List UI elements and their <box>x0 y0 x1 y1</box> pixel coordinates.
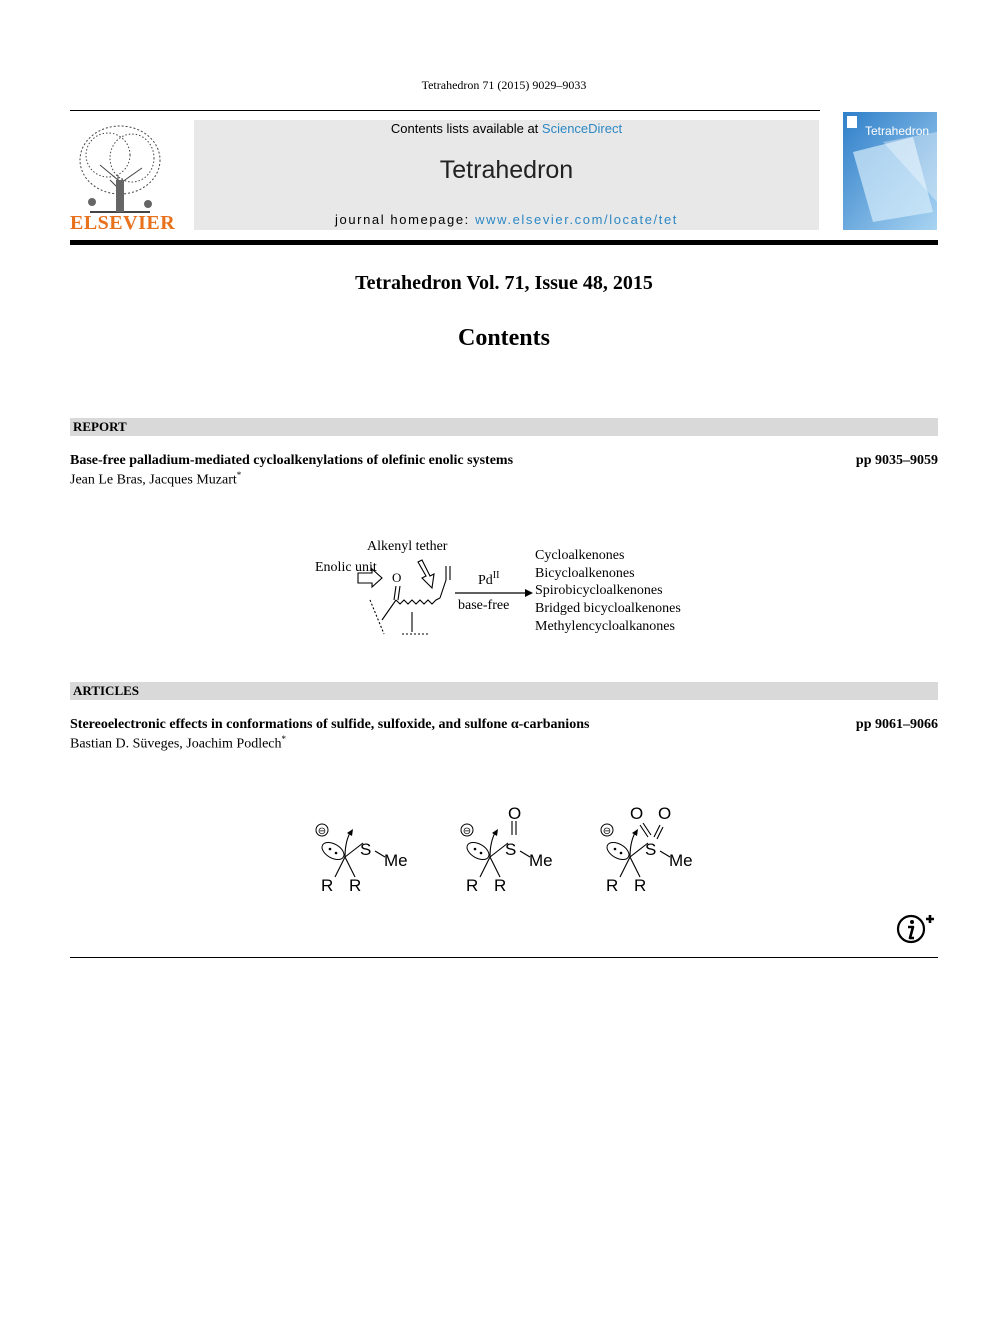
running-header: Tetrahedron 71 (2015) 9029–9033 <box>421 78 587 92</box>
r-label: R <box>494 876 507 895</box>
reagent-label: $Pd^{II}$ <box>478 570 500 588</box>
section-bar-articles <box>70 682 938 700</box>
article-title[interactable]: Stereoelectronic effects in conformations of sulfide, sulfoxide, and sulfone α-carbanions <box>70 717 590 732</box>
r-label: R <box>606 876 619 895</box>
availability-line <box>194 121 819 136</box>
r-label: R <box>321 876 334 895</box>
homepage-prefix: journal homepage: <box>335 212 476 227</box>
reaction-arrowhead <box>525 589 533 597</box>
journal-name: Tetrahedron <box>439 156 574 184</box>
r-label: R <box>634 876 647 895</box>
masthead-rule <box>70 240 938 245</box>
article-title[interactable]: Base-free palladium-mediated cycloalkenylations of olefinic enolic systems <box>70 453 514 468</box>
footer-rule <box>70 957 938 958</box>
article-pages: pp 9061–9066 <box>855 717 938 732</box>
r-label: R <box>466 876 479 895</box>
elsevier-wordmark: ELSEVIER <box>70 212 176 234</box>
structure-sulfide <box>316 824 408 895</box>
journal-cover-thumbnail[interactable] <box>843 112 937 230</box>
cover-title: Tetrahedron <box>865 124 930 138</box>
oxygen-label: O <box>658 804 672 823</box>
methyl-label: Me <box>529 851 553 870</box>
article-authors <box>70 470 241 489</box>
product-item: Bicycloalkenones <box>535 566 635 581</box>
sulfur-label: S <box>360 840 372 859</box>
r-label: R <box>349 876 362 895</box>
methyl-label: Me <box>669 851 693 870</box>
charge-symbol: ⊖ <box>602 826 612 837</box>
oxygen-label: O <box>630 804 644 823</box>
condition-label: base-free <box>458 598 510 613</box>
label-enolic-unit: Enolic unit <box>315 560 377 575</box>
product-item: Cycloalkenones <box>535 548 625 563</box>
info-plus-icon[interactable] <box>895 912 939 944</box>
label-oxygen: O <box>392 570 402 585</box>
availability-prefix: Contents lists available at <box>390 121 542 136</box>
section-heading: REPORT <box>73 419 127 434</box>
journal-masthead <box>194 120 819 230</box>
homepage-link[interactable]: www.elsevier.com/locate/tet <box>475 212 678 227</box>
article-authors <box>70 734 286 753</box>
label-alkenyl-tether: Alkenyl tether <box>367 539 448 554</box>
charge-symbol: ⊖ <box>317 826 327 837</box>
oxygen-label: O <box>508 804 522 823</box>
corresponding-mark[interactable]: * <box>236 470 242 480</box>
corresponding-mark[interactable]: * <box>281 734 287 744</box>
sulfur-label: S <box>645 840 657 859</box>
charge-symbol: ⊖ <box>462 826 472 837</box>
structure-sulfoxide <box>461 804 553 895</box>
graphical-abstract-articles <box>305 805 705 900</box>
sulfur-label: S <box>505 840 517 859</box>
homepage-line <box>194 212 819 227</box>
product-item: Spirobicycloalkenones <box>535 583 663 598</box>
methyl-label: Me <box>384 851 408 870</box>
issue-title: Tetrahedron Vol. 71, Issue 48, 2015 <box>355 272 653 294</box>
section-bar-report <box>70 418 938 436</box>
authors-text: Bastian D. Süveges, Joachim Podlech <box>70 736 282 752</box>
article-pages: pp 9035–9059 <box>855 453 938 468</box>
product-item: Bridged bicycloalkenones <box>535 601 681 616</box>
product-item: Methylencycloalkanones <box>535 619 675 634</box>
contents-heading: Contents <box>457 325 550 351</box>
authors-text: Jean Le Bras, Jacques Muzart <box>70 472 237 488</box>
section-heading: ARTICLES <box>73 683 140 698</box>
graphical-abstract-report <box>300 530 720 645</box>
sciencedirect-link[interactable]: ScienceDirect <box>541 121 623 136</box>
structure-sulfone <box>601 804 693 895</box>
header-rule <box>70 110 820 111</box>
tether-arrow <box>418 560 434 588</box>
